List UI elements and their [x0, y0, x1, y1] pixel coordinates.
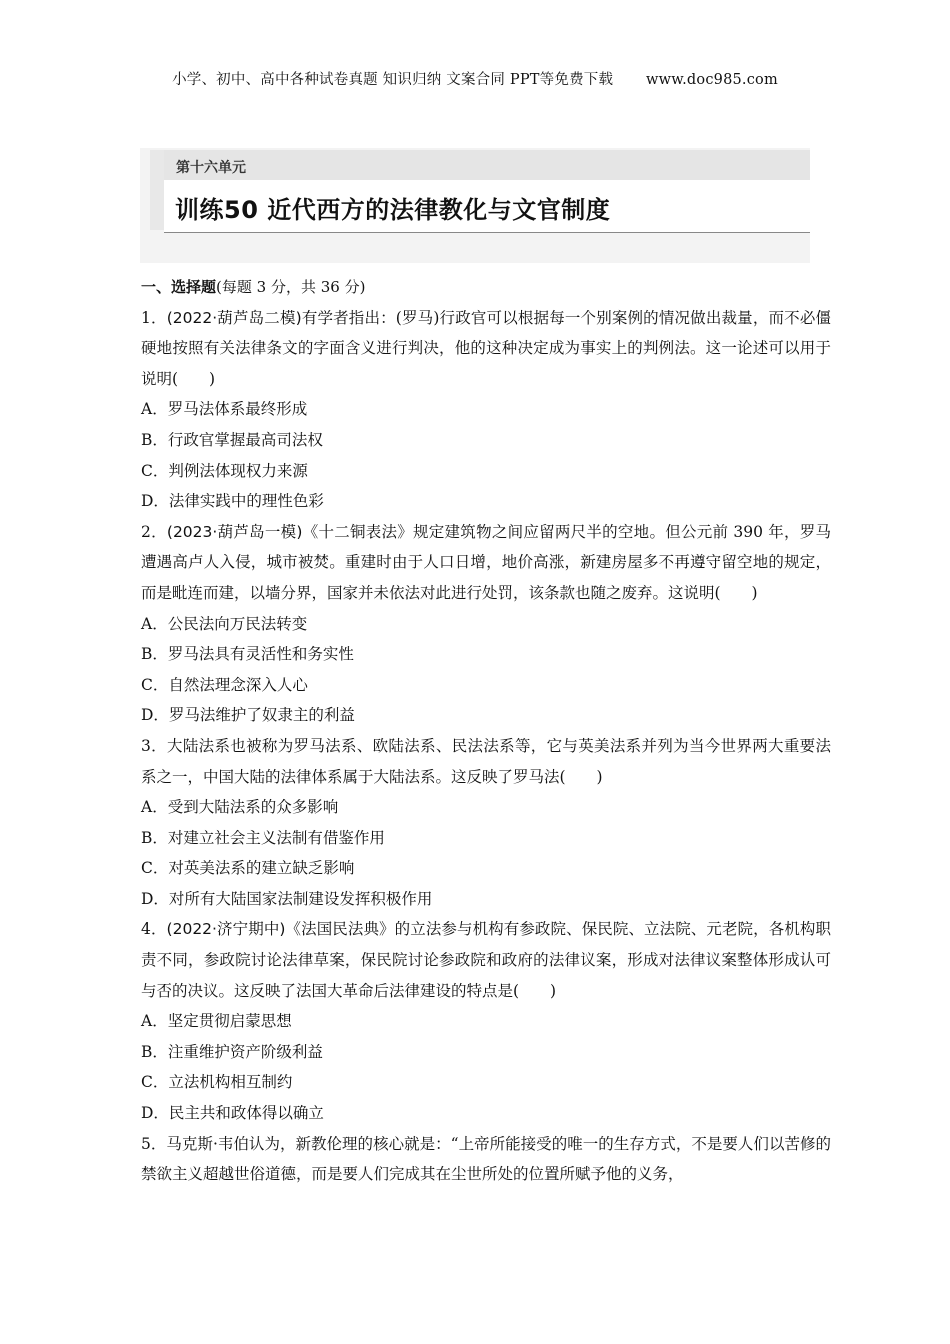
question-1 [141, 303, 831, 395]
unit-label: 第十六单元 [176, 160, 246, 176]
site-header-text: 小学、初中、高中各种试卷真题 知识归纳 文案合同 PPT等免费下载 [172, 72, 614, 88]
page-title: 训练50 近代西方的法律教化与文官制度 [175, 196, 611, 224]
question-content [141, 272, 831, 1190]
question-stem: 有学者指出：(罗马)行政官可以根据每一个别案例的情况做出裁量，而不必僵硬地按照有关法律条文的字面含义进行判决，他的这种决定成为事实上的判例法。这一论述可以用于说明( ) [141, 308, 831, 388]
question-number: 4． [141, 920, 167, 939]
option-a: A．坚定贯彻启蒙思想 [141, 1012, 292, 1031]
section-label: 一、选择题 [141, 278, 217, 296]
unit-banner [140, 148, 810, 263]
question-number: 5． [141, 1134, 167, 1153]
section-note: (每题 3 分，共 36 分) [216, 278, 366, 296]
question-4 [141, 914, 831, 1006]
banner-unit-bar [150, 150, 810, 180]
question-stem: 马克斯·韦伯认为，新教伦理的核心就是：“上帝所能接受的唯一的生存方式，不是要人们以苦修的禁欲主义超越世俗道德，而是要人们完成其在尘世所处的位置所赋予他的义务， [141, 1134, 831, 1184]
question-3 [141, 731, 831, 792]
option-b: B．对建立社会主义法制有借鉴作用 [141, 828, 385, 847]
section-heading [141, 272, 831, 303]
question-number: 1． [141, 308, 167, 327]
option-b: B．罗马法具有灵活性和务实性 [141, 645, 354, 664]
option-d: D．罗马法维护了奴隶主的利益 [141, 706, 355, 725]
option-d: D．法律实践中的理性色彩 [141, 492, 324, 511]
site-url-link[interactable]: www.doc985.com [645, 72, 778, 88]
option-a: A．公民法向万民法转变 [141, 614, 308, 633]
option-c: C．立法机构相互制约 [141, 1073, 293, 1092]
option-a: A．罗马法体系最终形成 [141, 400, 308, 419]
site-header [0, 68, 950, 89]
option-d: D．对所有大陆国家法制建设发挥积极作用 [141, 889, 433, 908]
question-stem: 大陆法系也被称为罗马法系、欧陆法系、民法法系等，它与英美法系并列为当今世界两大重要法系之一，中国大陆的法律体系属于大陆法系。这反映了罗马法( ) [141, 736, 831, 786]
question-source: (2022·济宁期中) [166, 920, 286, 939]
banner-left-strip [150, 150, 164, 230]
question-number: 3． [141, 736, 167, 755]
question-5 [141, 1129, 831, 1190]
option-b: B．注重维护资产阶级利益 [141, 1042, 323, 1061]
question-source: (2023·葫芦岛一模) [166, 522, 303, 541]
option-b: B．行政官掌握最高司法权 [141, 430, 323, 449]
option-c: C．判例法体现权力来源 [141, 461, 308, 480]
question-2 [141, 517, 831, 609]
option-a: A．受到大陆法系的众多影响 [141, 798, 339, 817]
question-stem: 《十二铜表法》规定建筑物之间应留两尺半的空地。但公元前 390 年，罗马遭遇高卢人入侵，城市被焚。重建时由于人口日增，地价高涨，新建房屋多不再遵守留空地的规定，而是毗连而建，以墙分界，国家并未依法对此进行处罚，该条款也随之废弃。这说明( ) [141, 522, 831, 602]
option-d: D．民主共和政体得以确立 [141, 1104, 324, 1123]
question-source: (2022·葫芦岛二模) [166, 308, 302, 327]
question-stem: 《法国民法典》的立法参与机构有参政院、保民院、立法院、元老院，各机构职责不同，参政院讨论法律草案，保民院讨论参政院和政府的法律议案，形成对法律议案整体形成认可与否的决议。这反映了法国大革命后法律建设的特点是( ) [141, 920, 831, 1000]
option-c: C．自然法理念深入人心 [141, 675, 308, 694]
question-number: 2． [141, 522, 167, 541]
option-c: C．对英美法系的建立缺乏影响 [141, 859, 355, 878]
